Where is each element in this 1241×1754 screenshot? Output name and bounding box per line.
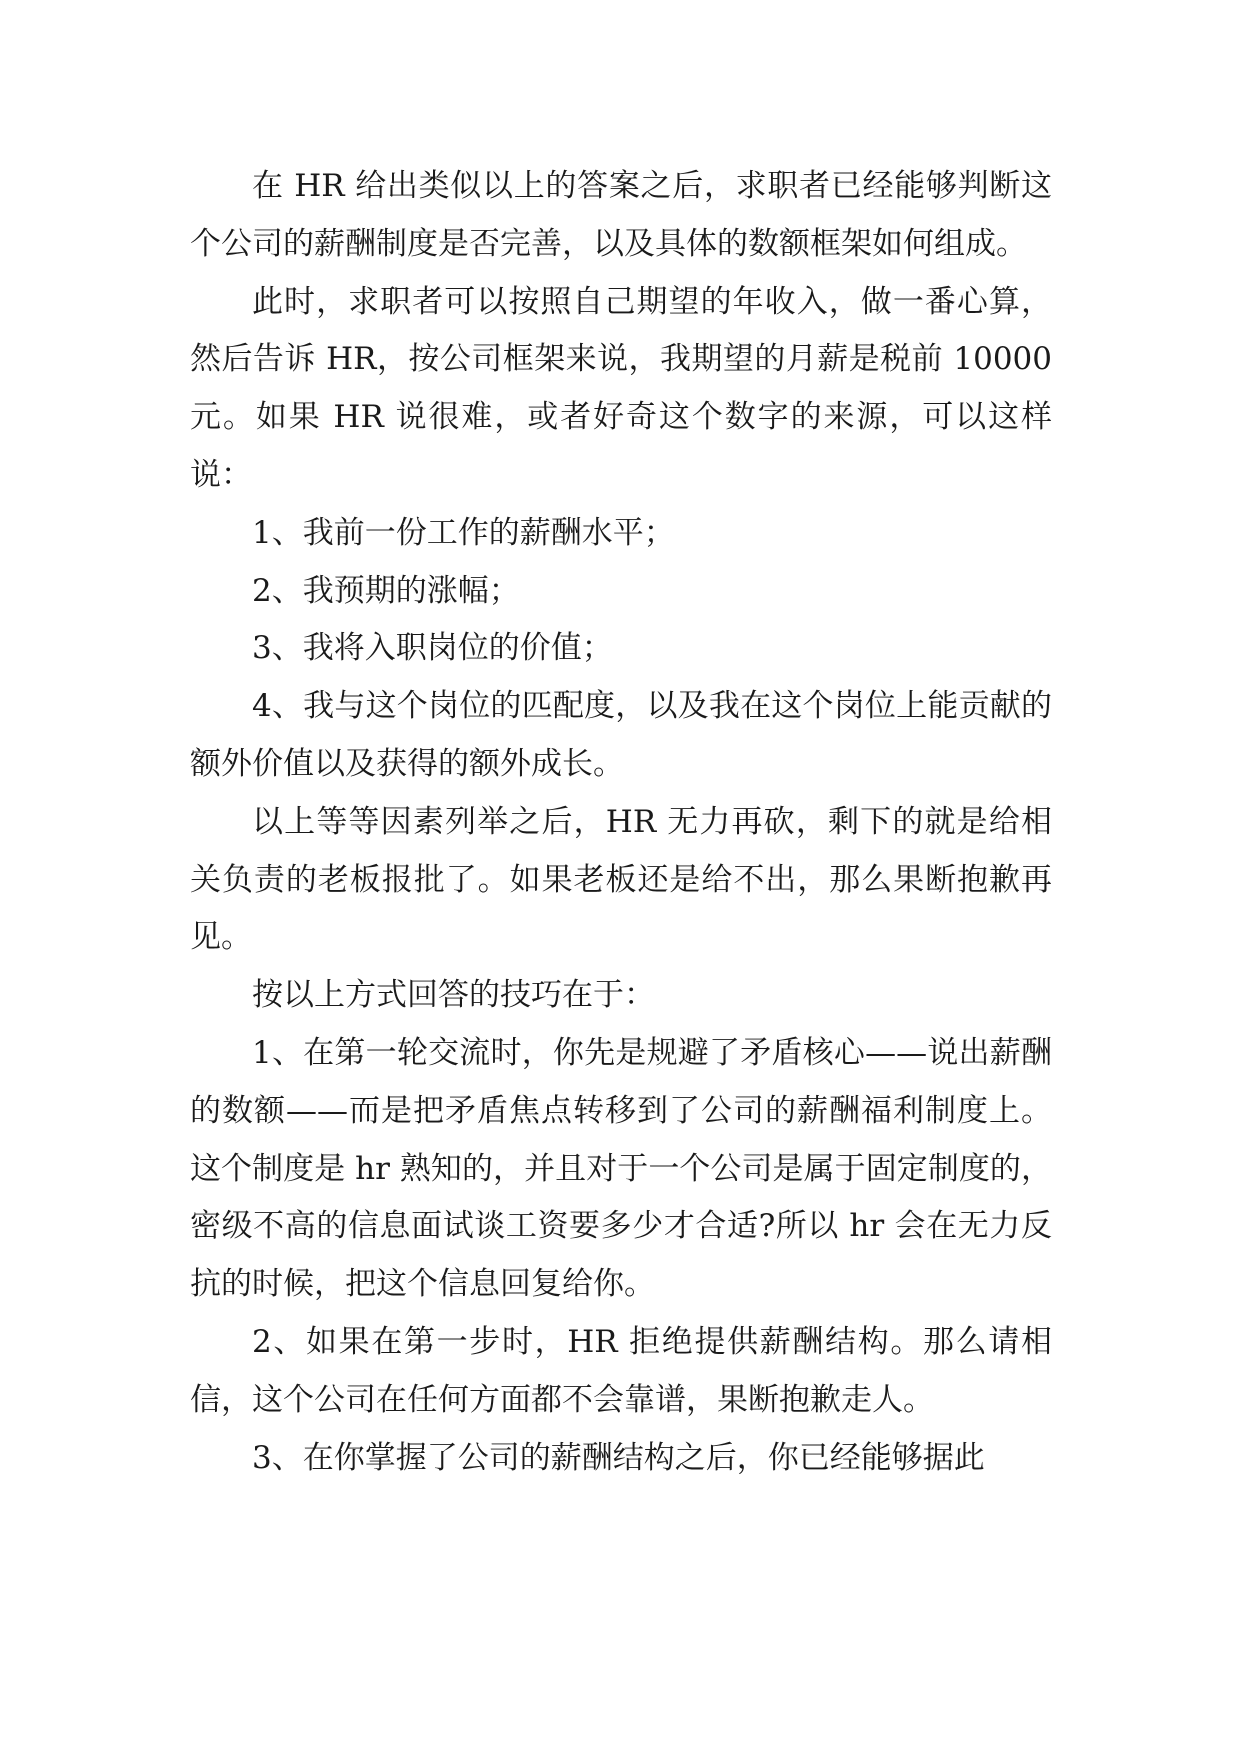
paragraph: 此时，求职者可以按照自己期望的年收入，做一番心算，然后告诉 HR，按公司框架来说，我期望的月薪是税前 10000 元。如果 HR 说很难，或者好奇这个数字的来源，可以这样说： (190, 283, 1052, 493)
list-item: 2、如果在第一步时，HR 拒绝提供薪酬结构。那么请相信，这个公司在任何方面都不会靠谱，果断抱歉走人。 (190, 1323, 1052, 1418)
paragraph: 以上等等因素列举之后，HR 无力再砍，剩下的就是给相关负责的老板报批了。如果老板还是给不出，那么果断抱歉再见。 (190, 803, 1052, 956)
list-item: 3、我将入职岗位的价值； (252, 630, 613, 667)
list-item: 1、我前一份工作的薪酬水平； (252, 514, 675, 551)
paragraph: 按以上方式回答的技巧在于： (252, 977, 655, 1014)
list-item: 4、我与这个岗位的匹配度，以及我在这个岗位上能贡献的额外价值以及获得的额外成长。 (190, 688, 1052, 782)
list-item: 1、在第一轮交流时，你先是规避了矛盾核心——说出薪酬的数额——而是把矛盾焦点转移到了公司的薪酬福利制度上。这个制度是 hr 熟知的，并且对于一个公司是属于固定制度的，密级不高的信息面试谈工资要多少才合适?所以 hr 会在无力反抗的时候，把这个信息回复给你。 (190, 1034, 1052, 1303)
document-body (190, 158, 1052, 1487)
list-item: 3、在你掌握了公司的薪酬结构之后，你已经能够据此 (252, 1439, 985, 1476)
paragraph: 在 HR 给出类似以上的答案之后，求职者已经能够判断这个公司的薪酬制度是否完善，以及具体的数额框架如何组成。 (190, 168, 1052, 262)
list-item: 2、我预期的涨幅； (252, 572, 520, 609)
